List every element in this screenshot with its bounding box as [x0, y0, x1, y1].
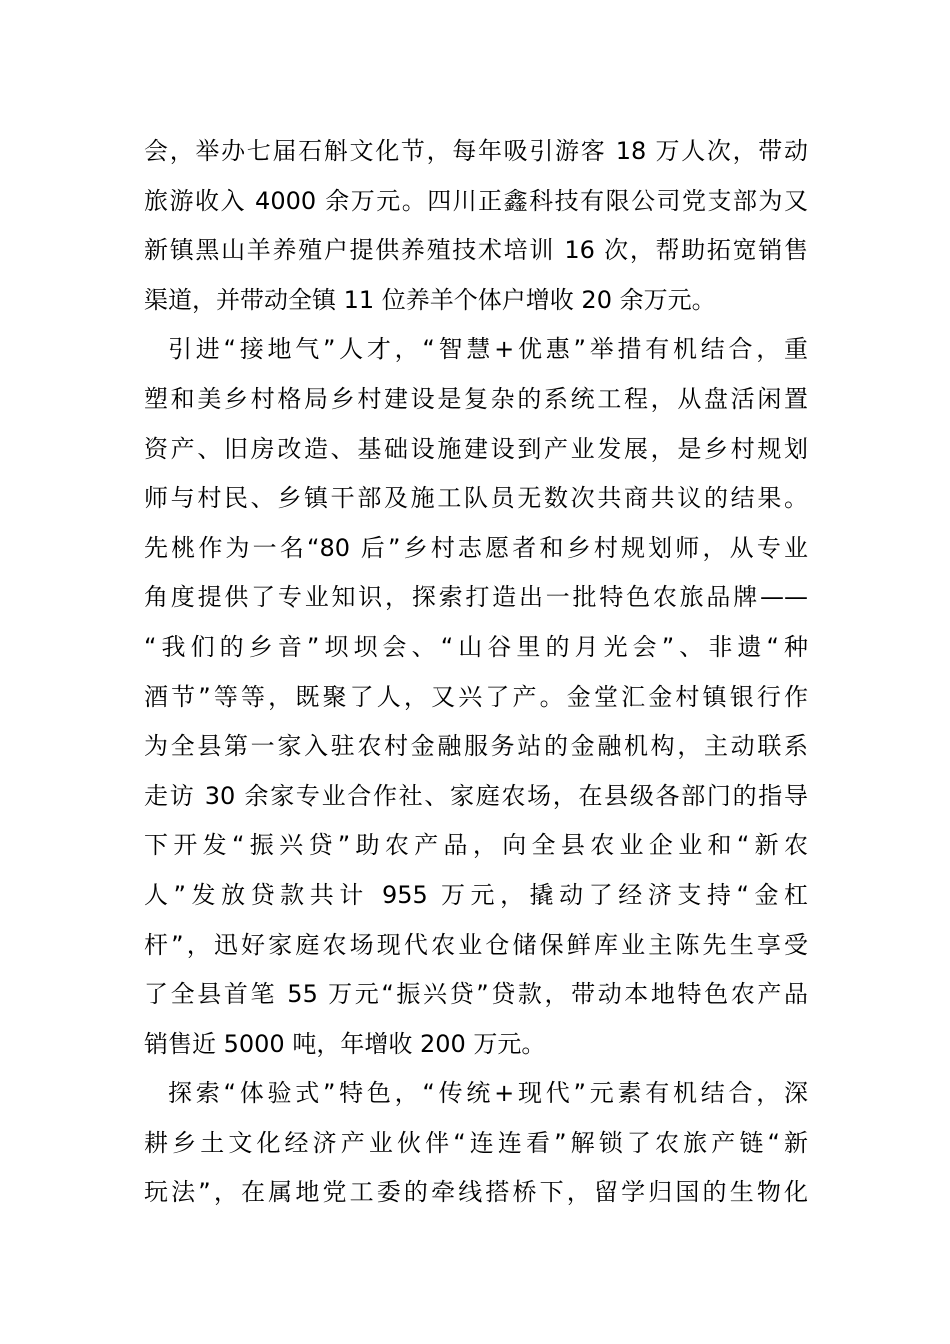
paragraph-1-line-3: 新镇黑山羊养殖户提供养殖技术培训 16 次，帮助拓宽销售 [144, 236, 808, 265]
paragraph-2-line-4: 师与村民、乡镇干部及施工队员无数次共商共议的结果。 [144, 484, 808, 513]
paragraph-2-line-9: 为全县第一家入驻农村金融服务站的金融机构，主动联系 [144, 732, 808, 761]
paragraph-2-line-15: 销售近 5000 吨，年增收 200 万元。 [144, 1029, 546, 1058]
paragraph-3-line-3: 玩法”，在属地党工委的牵线搭桥下，留学归国的生物化 [144, 1178, 808, 1207]
paragraph-2-line-5: 先桃作为一名“80 后”乡村志愿者和乡村规划师，从专业 [144, 533, 808, 562]
paragraph-3-line-1: 探索“体验式”特色，“传统+现代”元素有机结合，深 [168, 1079, 808, 1108]
paragraph-2-line-13: 杆”，迅好家庭农场现代农业仓储保鲜库业主陈先生享受 [144, 930, 808, 959]
paragraph-1-line-2: 旅游收入 4000 余万元。四川正鑫科技有限公司党支部为又 [144, 186, 808, 215]
paragraph-3-line-2: 耕乡土文化经济产业伙伴“连连看”解锁了农旅产链“新 [144, 1128, 808, 1157]
paragraph-2-line-11: 下开发“振兴贷”助农产品，向全县农业企业和“新农 [144, 831, 808, 860]
document-body [144, 127, 808, 1218]
paragraph-2-line-1: 引进“接地气”人才，“智慧+优惠”举措有机结合，重 [168, 335, 808, 364]
paragraph-2-line-10: 走访 30 余家专业合作社、家庭农场，在县级各部门的指导 [144, 781, 808, 810]
paragraph-2-line-3: 资产、旧房改造、基础设施建设到产业发展，是乡村规划 [144, 434, 808, 463]
paragraph-2-line-14: 了全县首笔 55 万元“振兴贷”贷款，带动本地特色农产品 [144, 980, 808, 1009]
paragraph-1-line-4: 渠道，并带动全镇 11 位养羊个体户增收 20 余万元。 [144, 285, 716, 314]
paragraph-2-line-2: 塑和美乡村格局乡村建设是复杂的系统工程，从盘活闲置 [144, 384, 808, 413]
paragraph-2-line-7: “我们的乡音”坝坝会、“山谷里的月光会”、非遗“种 [144, 632, 808, 661]
paragraph-2-line-8: 酒节”等等，既聚了人，又兴了产。金堂汇金村镇银行作 [144, 682, 808, 711]
paragraph-1-line-1: 会，举办七届石斛文化节，每年吸引游客 18 万人次，带动 [144, 137, 808, 165]
paragraph-2-line-6: 角度提供了专业知识，探索打造出一批特色农旅品牌—— [144, 583, 808, 612]
paragraph-2-line-12: 人”发放贷款共计 955 万元，撬动了经济支持“金杠 [144, 880, 808, 909]
